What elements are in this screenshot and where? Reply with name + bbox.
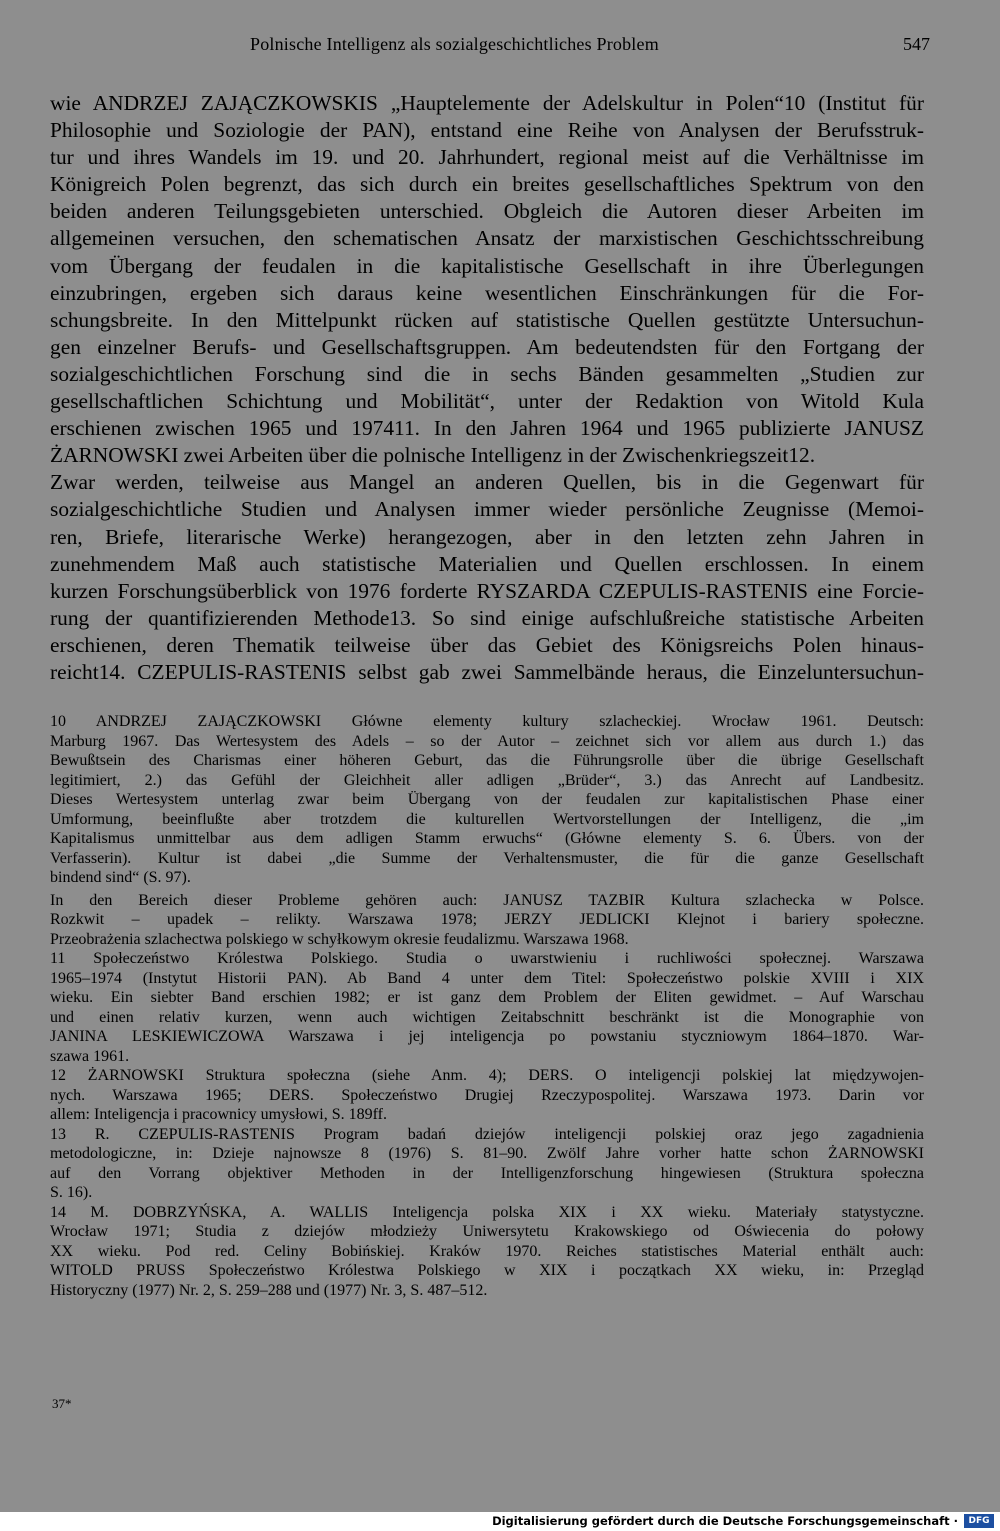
text-line: kurzen Forschungsüberblick von 1976 forderte RYSZARDA CZEPULIS-RASTENIS eine Forcie- [50,578,924,603]
footnote-line: metodologiczne, in: Dzieje najnowsze 8 (1976) S. 81–90. Zwölf Jahre vorher hatte schon ŻARNOWSKI [50,1145,924,1162]
footnote-line: szawa 1961. [50,1047,130,1065]
text-line: sozialgeschichtlichen Forschung sind die in sechs Bänden gesammelten „Studien zur [50,361,924,386]
footnote-line: S. 16). [50,1184,93,1201]
footnote-line: Wrocław 1971; Studia z dziejów młodzieży Uniwersytetu Krakowskiego od Oświecenia do połowy [50,1223,924,1240]
text-line: zunehmendem Maß auch statistische Materialien und Quellen erschlossen. In einem [50,551,924,576]
page-header [50,34,930,62]
footnote-line: Dieses Wertesystem unterlag zwar beim Übergang von der feudalen zur kapitalistischen Phase einer [50,791,924,808]
dfg-logo-icon: DFG [964,1514,994,1528]
footnote-line: nych. Warszawa 1965; DERS. Społeczeństwo Drugiej Rzeczypospolitej. Warszawa 1973. Darin vor [50,1086,924,1104]
text-line: wie ANDRZEJ ZAJĄCZKOWSKIS „Hauptelemente der Adelskultur in Polen“10 (Institut für [50,91,924,115]
digitization-footer [0,1512,1000,1531]
dfg-credit-text: Digitalisierung gefördert durch die Deutsche Forschungsgemeinschaft · [492,1514,958,1528]
footnote-line: Historyczny (1977) Nr. 2, S. 259–288 und (1977) Nr. 3, S. 487–512. [50,1281,488,1299]
text-line: ŻARNOWSKI zwei Arbeiten über die polnische Intelligenz in der Zwischenkriegszeit12. [50,443,816,468]
footnote-line: 14 M. DOBRZYŃSKA, A. WALLIS Inteligencja polska XIX i XX wieku. Materiały statystyczne. [50,1203,924,1221]
footnote-line: WITOLD PRUSS Społeczeństwo Królestwa Polskiego w XIX i początkach XX wieku, in: Przegląd [50,1262,924,1279]
text-line: Philosophie und Soziologie der PAN), entstand eine Reihe von Analysen der Berufsstruk- [50,118,924,143]
text-line: allgemeinen versuchen, den schematischen Ansatz der marxistischen Geschichtsschreibung [50,226,924,251]
text-line: gesellschaftlichen Schichtung und Mobilität“, unter der Redaktion von Witold Kula [50,389,924,414]
sheet-signature: 37* [52,1396,72,1411]
text-line: ren, Briefe, literarische Werke) herangezogen, aber in den letzten zehn Jahren in [50,524,924,549]
footnote-line: 10 ANDRZEJ ZAJĄCZKOWSKI Główne elementy kultury szlacheckiej. Wrocław 1961. Deutsch: [50,713,924,730]
footnote-line: JANINA LESKIEWICZOWA Warszawa i jej inteligencja po powstaniu styczniowym 1864–1870. War- [50,1028,924,1045]
footnote-line: In den Bereich dieser Probleme gehören auch: JANUSZ TAZBIR Kultura szlachecka w Polsce. [50,891,924,909]
text-line: einzubringen, ergeben sich daraus keine wesentlichen Einschränkungen für die For- [50,280,924,305]
text-line: erschienen, deren Thematik teilweise über das Gebiet des Königsreichs Polen hinaus- [50,632,924,657]
text-line: beiden anderen Teilungsgebieten unterschied. Obgleich die Autoren dieser Arbeiten im [50,199,924,224]
footnote-line: bindend sind“ (S. 97). [50,869,191,886]
footnote-line: Kapitalismus unmittelbar aus dem adligen Stamm erwuchs“ (Główne elementy S. 6. Übers. von der [50,830,924,847]
footnote-line: Marburg 1967. Das Wertesystem des Adels – so der Autor – zeichnet sich vor allem aus durch 1.) das [50,732,924,750]
text-line: rung der quantifizierenden Methode13. So sind einige aufschlußreiche statistische Arbeiten [50,605,924,630]
text-line: erschienen zwischen 1965 und 197411. In den Jahren 1964 und 1965 publizierte JANUSZ [50,416,924,441]
text-line: Königreich Polen begrenzt, das sich durch ein breites gesellschaftliches Spektrum von den [50,172,924,197]
footnote-line: 13 R. CZEPULIS-RASTENIS Program badań dziejów inteligencji polskiej oraz jego zagadnienia [50,1125,924,1143]
footnote-line: Rozkwit – upadek – relikty. Warszawa 1978; JERZY JEDLICKI Klejnot i bariery społeczne. [50,911,924,928]
text-line: vom Übergang der feudalen in die kapitalistische Gesellschaft in ihre Überlegungen [50,253,924,278]
text-line: Zwar werden, teilweise aus Mangel an anderen Quellen, bis in die Gegenwart für [50,470,924,495]
footnotes [50,712,924,1300]
footnote-line: auf den Vorrang objektiver Methoden in der Intelligenzforschung hingewiesen (Struktura społeczna [50,1164,924,1182]
page-number: 547 [903,34,930,54]
footnote-line: wieku. Ein siebter Band erschien 1982; er ist ganz dem Problem der Eliten gewidmet. – Auf Warschau [50,989,924,1006]
footnote-line: Umformung, beeinflußte aber trotzdem die kulturellen Wertvorstellungen der Intelligenz, die „im [50,810,924,828]
text-line: tur und ihres Wandels im 19. und 20. Jahrhundert, regional meist auf die Verhältnisse im [50,145,924,170]
footnote-line: Przeobrażenia szlachectwa polskiego w schyłkowym okresie feudalizmu. Warszawa 1968. [50,930,629,948]
footnote-line: 12 ŻARNOWSKI Struktura społeczna (siehe Anm. 4); DERS. O inteligencji polskiej lat międzywojen- [50,1067,924,1084]
text-line: reicht14. CZEPULIS-RASTENIS selbst gab zwei Sammelbände heraus, die Einzeluntersuchun- [50,659,924,684]
running-title: Polnische Intelligenz als sozialgeschichtliches Problem [250,34,659,54]
footnote-line: legitimiert, 2.) das Gefühl der Gleichheit aller adligen „Brüder“, 3.) das Anrecht auf Landbesitz. [50,771,924,789]
text-line: schungsbreite. In den Mittelpunkt rücken auf statistische Quellen gestützte Untersuchun- [50,307,924,332]
main-text [50,90,924,686]
text-line: gen einzelner Berufs- und Gesellschaftsgruppen. Am bedeutendsten für den Fortgang der [50,334,924,359]
footnote-line: Bewußtsein des Charismas einer höheren Geburt, das die Führungsrolle über die übrige Gesellschaft [50,752,924,769]
footnote-line: allem: Inteligencja i pracownicy umysłowi, S. 189ff. [50,1106,387,1123]
footnote-line: Verfasserin). Kultur ist dabei „die Summe der Verhaltensmuster, die für die ganze Gesellschaft [50,849,924,867]
text-line: sozialgeschichtliche Studien und Analysen immer wieder persönliche Zeugnisse (Memoi- [50,497,924,522]
footnote-line: und einen relativ kurzen, wenn auch wichtigen Zeitabschnitt beschränkt ist die Monographie von [50,1008,924,1026]
footnote-line: 11 Społeczeństwo Królestwa Polskiego. Studia o uwarstwieniu i ruchliwości społecznej. Warszawa [50,950,924,967]
footnote-line: 1965–1974 (Instytut Historii PAN). Ab Band 4 unter dem Titel: Społeczeństwo polskie XVIII i XIX [50,969,924,987]
footnote-line: XX wieku. Pod red. Celiny Bobińskiej. Kraków 1970. Reiches statistisches Material enthält auch: [50,1242,924,1260]
